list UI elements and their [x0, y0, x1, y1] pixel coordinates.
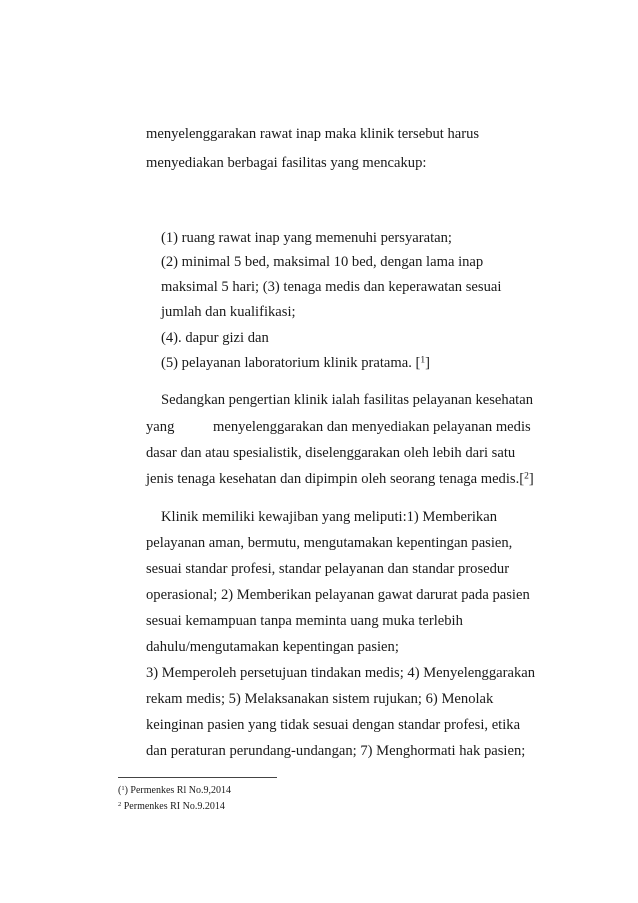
footnote-2-text: Permenkes RI No.9.2014: [121, 801, 225, 812]
footnote-2: [118, 802, 225, 812]
para2-line-3: dasar dan atau spesialistik, diselenggarakan oleh lebih dari satu: [146, 445, 516, 461]
para2-line-2-left: yang: [146, 419, 175, 435]
list-item-2a: (2) minimal 5 bed, maksimal 10 bed, dengan lama inap: [161, 254, 484, 270]
footnote-1-text: ) Permenkes Rl No.9,2014: [124, 785, 231, 796]
footnote-ref-2: 2: [524, 471, 529, 482]
list-item-5-text: (5) pelayanan laboratorium klinik pratama. [: [161, 355, 421, 371]
para3-line-7: 3) Memperoleh persetujuan tindakan medis; 4) Menyelenggarakan: [146, 665, 536, 681]
intro-line-2: menyediakan berbagai fasilitas yang mencakup:: [146, 155, 427, 171]
para3-line-1: Klinik memiliki kewajiban yang meliputi:1) Memberikan: [161, 509, 497, 525]
para3-line-3: sesuai standar profesi, standar pelayanan dan standar prosedur: [146, 561, 510, 577]
para2-line-1: Sedangkan pengertian klinik ialah fasilitas pelayanan kesehatan: [161, 392, 534, 408]
list-item-5: [161, 356, 430, 371]
list-item-4: (4). dapur gizi dan: [161, 330, 269, 346]
footnote-ref-1: 1: [420, 355, 426, 366]
para2-line-4-close: ]: [528, 471, 534, 487]
para3-line-2: pelayanan aman, bermutu, mengutamakan kepentingan pasien,: [146, 535, 513, 551]
intro-line-1: menyelenggarakan rawat inap maka klinik tersebut harus: [146, 126, 480, 142]
para3-line-10: dan peraturan perundang-undangan; 7) Menghormati hak pasien;: [146, 743, 526, 759]
footnote-1-open: (: [118, 785, 122, 796]
para3-line-6: dahulu/mengutamakan kepentingan pasien;: [146, 639, 399, 655]
para3-line-9: keinginan pasien yang tidak sesuai dengan standar profesi, etika: [146, 717, 521, 733]
para3-line-5: sesuai kemampuan tanpa meminta uang muka terlebih: [146, 613, 463, 629]
list-item-3c: jumlah dan kualifikasi;: [161, 304, 296, 320]
list-item-5-close: ]: [425, 355, 430, 371]
para2-line-4: [146, 472, 534, 487]
list-item-2b: maksimal 5 hari; (3) tenaga medis dan keperawatan sesuai: [161, 279, 502, 295]
para3-line-4: operasional; 2) Memberikan pelayanan gawat darurat pada pasien: [146, 587, 530, 603]
para3-line-8: rekam medis; 5) Melaksanakan sistem rujukan; 6) Menolak: [146, 691, 494, 707]
list-item-1: (1) ruang rawat inap yang memenuhi persyaratan;: [161, 230, 452, 246]
para2-line-4-text: jenis tenaga kesehatan dan dipimpin oleh seorang tenaga medis.[: [146, 471, 525, 487]
footnote-1-mark: 1: [121, 785, 125, 793]
para2-line-2-right: menyelenggarakan dan menyediakan pelayanan medis: [213, 419, 531, 435]
footnote-1: [118, 786, 231, 796]
footnote-2-mark: 2: [118, 801, 122, 809]
footnote-separator: [118, 777, 277, 778]
